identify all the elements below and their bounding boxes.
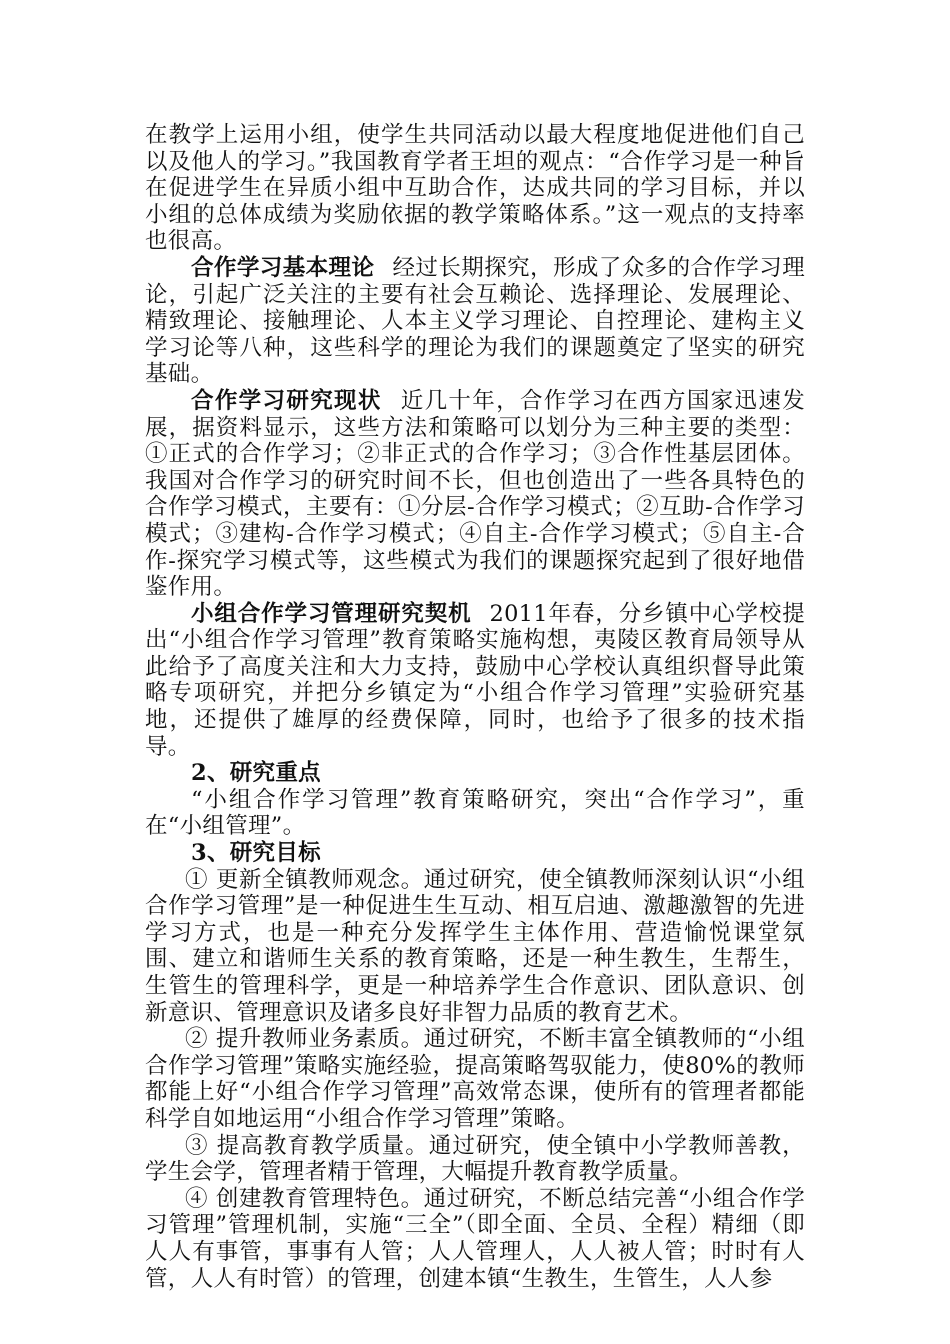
- goal-item-1: ① 更新全镇教师观念。通过研究，使全镇教师深刻认识“小组合作学习管理”是一种促进生生互动、相互启迪、激趣激智的先进学习方式，也是一种充分发挥学生主体作用、营造愉悦课堂氛围、建立和谐师生关系的教育策略，还是一种生教生，生帮生，生管生的管理科学，更是一种培养学生合作意识、团队意识、创新意识、管理意识及诸多良好非智力品质的教育艺术。: [145, 866, 805, 1026]
- heading-research-opportunity: 小组合作学习管理研究契机: [191, 600, 472, 627]
- research-opportunity-text: 2011年春，分乡镇中心学校提出“小组合作学习管理”教育策略实施构想，夷陵区教育局领导从此给予了高度关注和大力支持，鼓励中心学校认真组织督导此策略专项研究，并把分乡镇定为“小组合作学习管理”实验研究基地，还提供了雄厚的经费保障，同时，也给予了很多的技术指导。: [145, 600, 805, 760]
- goal-item-4: ④ 创建教育管理特色。通过研究，不断总结完善“小组合作学习管理”管理机制，实施“三全”（即全面、全员、全程）精细（即人人有事管，事事有人管；人人管理人，人人被人管；时时有人管，人人有时管）的管理，创建本镇“生教生，生管生，人人参: [145, 1185, 805, 1292]
- section-heading-research-focus: 2、研究重点: [191, 760, 321, 787]
- paragraph-research-opportunity: [145, 601, 805, 761]
- research-status-text: 近几十年，合作学习在西方国家迅速发展，据资料显示，这些方法和策略可以划分为三种主要的类型：①正式的合作学习；②非正式的合作学习；③合作性基层团体。我国对合作学习的研究时间不长，但也创造出了一些各具特色的合作学习模式，主要有：①分层-合作学习模式；②互助-合作学习模式；③建构-合作学习模式；④自主-合作学习模式；⑤自主-合作-探究学习模式等，这些模式为我们的课题探究起到了很好地借鉴作用。: [145, 387, 805, 601]
- goal-item-3: ③ 提高教育教学质量。通过研究，使全镇中小学教师善教，学生会学，管理者精于管理，大幅提升教育教学质量。: [145, 1132, 805, 1186]
- section-heading-research-goals: 3、研究目标: [191, 840, 321, 867]
- goal-item-2: ② 提升教师业务素质。通过研究，不断丰富全镇教师的“小组合作学习管理”策略实施经验，提高策略驾驭能力，使80%的教师都能上好“小组合作学习管理”高效常态课，使所有的管理者都能科学自如地运用“小组合作学习管理”策略。: [145, 1026, 805, 1132]
- paragraph-intro-quote: 在教学上运用小组，使学生共同活动以最大程度地促进他们自己以及他人的学习。”我国教育学者王坦的观点：“合作学习是一种旨在促进学生在异质小组中互助合作，达成共同的学习目标，并以小组的总体成绩为奖励依据的教学策略体系。”这一观点的支持率也很高。: [145, 122, 805, 255]
- paragraph-basic-theory: [145, 255, 805, 388]
- paragraph-research-focus: “小组合作学习管理”教育策略研究，突出“合作学习”，重在“小组管理”。: [145, 786, 805, 840]
- document-page: [145, 122, 805, 1292]
- paragraph-research-status: [145, 388, 805, 601]
- basic-theory-text: 经过长期探究，形成了众多的合作学习理论，引起广泛关注的主要有社会互赖论、选择理论、发展理论、精致理论、接触理论、人本主义学习理论、自控理论、建构主义学习论等八种，这些科学的理论为我们的课题奠定了坚实的研究基础。: [145, 254, 805, 388]
- heading-basic-theory: 合作学习基本理论: [191, 254, 375, 281]
- heading-research-status: 合作学习研究现状: [191, 387, 382, 414]
